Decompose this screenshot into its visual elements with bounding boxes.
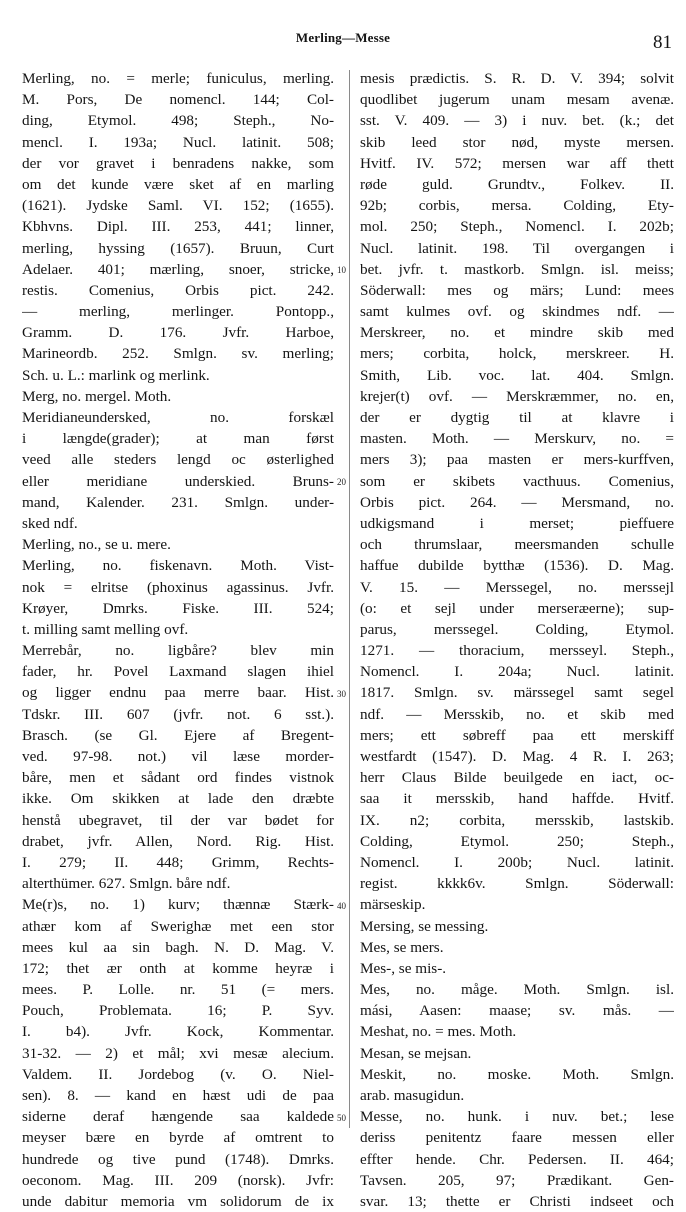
text-line: Me(r)s, no. 1) kurv; thænnæ Stærk- xyxy=(22,896,334,914)
text-line: mand, Kalender. 231. Smlgn. under- xyxy=(22,493,334,511)
text-line: Smith, Lib. voc. lat. 404. Smlgn. xyxy=(360,366,674,384)
text-line: ndf. — Mersskib, no. et skib med xyxy=(360,705,674,723)
text-line: fader, hr. Povel Laxmand slagen ihiel xyxy=(22,663,334,681)
text-line: westfardt (1547). D. Mag. 4 R. I. 263; xyxy=(360,748,674,765)
text-line: Tavsen. 205, 97; Prædikant. Gen- xyxy=(360,1171,674,1189)
text-line: unde dabitur memoria vm solidorum de ix xyxy=(22,1192,334,1210)
text-line: 1271. — thoracium, mersseyl. Steph., xyxy=(360,642,674,660)
line-number: 10 xyxy=(337,264,346,275)
text-line: Kbhvns. Dipl. III. 253, 441; linner, xyxy=(22,218,334,236)
text-line: (o: et sejl under merseræerne); sup- xyxy=(360,599,674,617)
text-line: deriss penitentz faare messen eller xyxy=(360,1129,674,1147)
text-line: Merling, no. fiskenavn. Moth. Vist- xyxy=(22,557,334,575)
text-line: nok = elritse (phoxinus agassinus. Jvfr. xyxy=(22,578,334,596)
text-line: t. milling samt melling ovf. xyxy=(22,620,189,638)
line-number: 50 xyxy=(337,1112,346,1123)
text-line: mers; corbita, holck, merskreer. H. xyxy=(360,345,674,363)
text-line: Meshat, no. = mes. Moth. xyxy=(360,1023,517,1041)
text-line: meyser bære en byrde af omtrent to xyxy=(22,1129,334,1147)
text-line: mers 3); paa masten er mers-kurffven, xyxy=(360,451,674,469)
text-line: Hvitf. IV. 572; mersen war aff thett xyxy=(360,154,674,172)
page-header xyxy=(0,0,686,62)
text-line: Brasch. (se Gl. Ejere af Bregent- xyxy=(22,726,334,744)
running-head: Merling—Messe xyxy=(295,30,391,45)
text-line: mol. 250; Steph., Nomencl. I. 202b; xyxy=(360,218,674,236)
text-line: Meskit, no. moske. Moth. Smlgn. xyxy=(360,1065,674,1083)
text-line: haffue dubilde bytthæ (1536). D. Mag. xyxy=(360,557,674,575)
page-number: 81 xyxy=(653,32,672,53)
text-line: (1621). Jydske Saml. VI. 152; (1655). xyxy=(22,197,334,215)
text-line: Merrebår, no. ligbåre? blev min xyxy=(22,642,334,660)
text-line: herr Claus Bilde beuilgede en iact, oc- xyxy=(360,769,674,787)
left-column xyxy=(22,68,334,1212)
text-line: svar. 13; thette er Christi indseet och xyxy=(360,1192,674,1210)
text-line: sen). 8. — kand en hæst udi de paa xyxy=(22,1087,334,1104)
text-line: eller meridiane underskied. Bruns- xyxy=(22,472,334,490)
text-line: I. b4). Jvfr. Kock, Kommentar. xyxy=(22,1023,334,1041)
text-line: som er skibets vacthuus. Comenius, xyxy=(360,472,674,490)
text-line: i længde(grader); at man først xyxy=(22,430,334,448)
text-line: Pouch, Problemata. 16; P. Syv. xyxy=(22,1002,334,1020)
text-line: Merskreer, no. et mindre skib med xyxy=(360,324,674,342)
text-line: Krøyer, Dmrks. Fiske. III. 524; xyxy=(22,599,334,617)
text-line: Söderwall: mes og märs; Lund: mees xyxy=(360,281,674,299)
text-line: 172; thet ær onth at komme heyræ i xyxy=(22,959,334,977)
text-line: Mesan, se mejsan. xyxy=(360,1044,472,1062)
text-line: der vor gravet i benradens nakke, som xyxy=(22,154,334,172)
column-divider xyxy=(349,70,350,1128)
text-line: sked ndf. xyxy=(22,514,78,532)
text-line: effter hende. Chr. Pedersen. II. 464; xyxy=(360,1150,674,1168)
text-line: røde guld. Grundtv., Folkev. II. xyxy=(360,175,674,193)
text-line: udkigsmand i merset; pieffuere xyxy=(360,514,674,532)
text-line: IX. n2; corbita, mersskib, lastskib. xyxy=(360,811,674,829)
text-line: hundrede og tive pund (1748). Dmrks. xyxy=(22,1150,334,1168)
text-line: athær kom af Swerighæ met een stor xyxy=(22,917,334,935)
text-line: Orbis pict. 264. — Mersmand, no. xyxy=(360,493,674,511)
text-line: parus, merssegel. Colding, Etymol. xyxy=(360,620,674,638)
text-line: 1817. Smlgn. sv. märssegel samt segel xyxy=(360,684,674,702)
text-line: siderne deraf hængende saa kaldede xyxy=(22,1108,334,1126)
text-line: drabet, jvfr. Allen, Nord. Rig. Hist. xyxy=(22,832,334,850)
text-line: Mes, no. måge. Moth. Smlgn. isl. xyxy=(360,981,674,999)
text-line: Nucl. latinit. 198. Til overgangen i xyxy=(360,239,674,257)
text-line: Mes, se mers. xyxy=(360,938,444,956)
text-line: Marineordb. 252. Smlgn. sv. merling; xyxy=(22,345,334,363)
text-line: M. Pors, De nomencl. 144; Col- xyxy=(22,91,334,109)
text-line: Messe, no. hunk. i nuv. bet.; lese xyxy=(360,1108,674,1126)
text-line: Merling, no. = merle; funiculus, merling. xyxy=(22,70,334,87)
text-line: — merling, merlinger. Pontopp., xyxy=(22,303,334,321)
text-line: Adelaer. 401; mærling, snoer, stricke, xyxy=(22,260,334,278)
text-line: saa it mersskib, hand haffde. Hvitf. xyxy=(360,790,674,808)
text-line: oeconom. Mag. III. 209 (norsk). Jvfr: xyxy=(22,1171,334,1189)
text-line: märseskip. xyxy=(360,896,426,914)
text-line: Merg, no. mergel. Moth. xyxy=(22,387,172,405)
text-line: och thrumslaar, meersmanden schulle xyxy=(360,536,674,554)
text-line: merling, hyssing (1657). Bruun, Curt xyxy=(22,239,334,257)
text-line: Nomencl. I. 200b; Nucl. latinit. xyxy=(360,853,674,871)
text-line: Colding, Etymol. 250; Steph., xyxy=(360,832,674,850)
text-line: mees. P. Lolle. nr. 51 (= mers. xyxy=(22,981,334,999)
text-line: restis. Comenius, Orbis pict. 242. xyxy=(22,281,334,299)
text-line: der er dygtig til at klavre i xyxy=(360,409,674,426)
text-line: Meridianeundersked, no. forskæl xyxy=(22,409,334,426)
text-line: Gramm. D. 176. Jvfr. Harboe, xyxy=(22,324,334,342)
text-line: ikke. Om skikken at lade den dræbte xyxy=(22,790,334,808)
text-line: Merling, no., se u. mere. xyxy=(22,536,171,554)
text-line: arab. masugidun. xyxy=(360,1087,465,1104)
line-number: 20 xyxy=(337,476,346,487)
text-line: mási, Aasen: maase; sv. mås. — xyxy=(360,1002,674,1020)
text-line: Sch. u. L.: marlink og merlink. xyxy=(22,366,210,384)
text-line: alterthümer. 627. Smlgn. båre ndf. xyxy=(22,875,231,893)
text-line: mesis prædictis. S. R. D. V. 394; solvit xyxy=(360,70,674,87)
text-line: båre, men et sådant ord findes vistnok xyxy=(22,769,334,787)
text-line: Mersing, se messing. xyxy=(360,917,489,935)
text-line: 31-32. — 2) et mål; xvi mesæ alecium. xyxy=(22,1044,334,1062)
text-line: mencl. I. 193a; Nucl. latinit. 508; xyxy=(22,133,334,151)
right-column xyxy=(360,68,674,1212)
text-line: og ligger endnu paa merre baar. Hist. xyxy=(22,684,334,702)
text-line: ding, Etymol. 498; Steph., No- xyxy=(22,112,334,130)
text-line: krejer(t) ovf. — Merskræmmer, no. en, xyxy=(360,387,674,405)
text-line: om det kunde være sket af en marling xyxy=(22,175,334,193)
text-line: veed alle steders lengd oc østerlighed xyxy=(22,451,334,469)
line-number: 30 xyxy=(337,688,346,699)
text-line: masten. Moth. — Merskurv, no. = xyxy=(360,430,674,448)
text-line: Mes-, se mis-. xyxy=(360,959,447,977)
text-line: quodlibet jugerum unam mesam avenæ. xyxy=(360,91,674,109)
text-line: Tdskr. III. 607 (jvfr. not. 6 sst.). xyxy=(22,705,334,723)
text-line: 92b; corbis, mersa. Colding, Ety- xyxy=(360,197,674,215)
text-line: bet. jvfr. t. mastkorb. Smlgn. isl. meiss; xyxy=(360,260,674,278)
text-line: samt kulmes ovf. og skindmes ndf. — xyxy=(360,303,674,321)
text-line: Valdem. II. Jordebog (v. O. Niel- xyxy=(22,1065,334,1083)
text-line: mers; ett søbreff paa ett merskiff xyxy=(360,726,674,744)
text-line: regist. kkkk6v. Smlgn. Söderwall: xyxy=(360,875,674,893)
text-line: V. 15. — Merssegel, no. merssejl xyxy=(360,578,674,596)
text-line: sst. V. 409. — 3) i nuv. bet. (k.; det xyxy=(360,112,674,130)
text-line: Nomencl. I. 204a; Nucl. latinit. xyxy=(360,663,674,681)
text-line: henstå ubegravet, til der var bødet for xyxy=(22,811,334,829)
text-line: ved. 97-98. not.) vil læse morder- xyxy=(22,748,334,765)
text-line: mees kul aa sin bagh. N. D. Mag. V. xyxy=(22,938,334,956)
text-line: skib leed stor nød, myste mersen. xyxy=(360,133,674,151)
line-number: 40 xyxy=(337,900,346,911)
text-line: I. 279; II. 448; Grimm, Rechts- xyxy=(22,853,334,871)
